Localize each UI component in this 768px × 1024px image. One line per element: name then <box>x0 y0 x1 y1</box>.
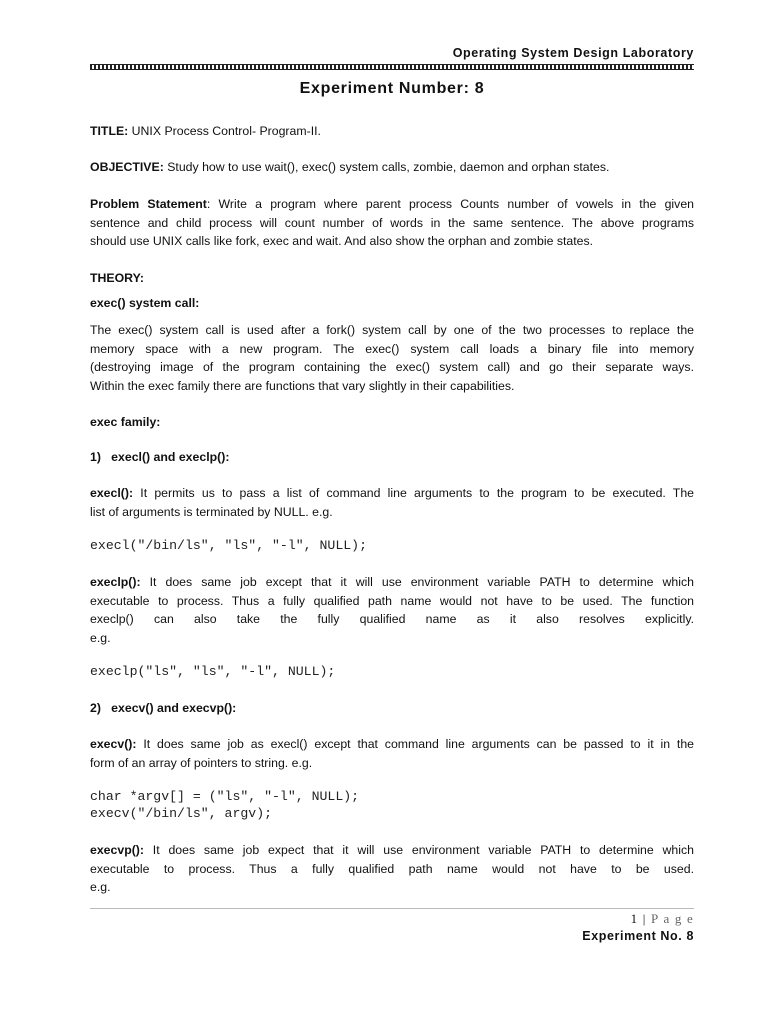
exec-family-heading: exec family: <box>90 415 161 429</box>
page-word: P a g e <box>651 911 694 926</box>
execvp-line-2: executable to process. Thus a fully qualified path name would not have to be used. <box>90 861 694 876</box>
exec-paragraph-line-4: Within the exec family there are functions that vary slightly in their capabilities. <box>90 378 515 393</box>
execlp-line-2: executable to process. Thus a fully qualified path name would not have to be used. The function <box>90 593 694 608</box>
execv-line-2: form of an array of pointers to string. e.g. <box>90 755 313 770</box>
exec-paragraph <box>90 321 694 395</box>
execl-line-2: list of arguments is terminated by NULL. e.g. <box>90 504 333 519</box>
objective-label: OBJECTIVE: <box>90 160 164 174</box>
problem-line-2: sentence and child process will count number of words in the same sentence. The above programs <box>90 215 694 230</box>
problem-label: Problem Statement <box>90 197 207 211</box>
execvp-paragraph <box>90 841 694 897</box>
section-1-heading: 1) execl() and execlp(): <box>90 450 230 464</box>
execl-label: execl(): <box>90 486 134 500</box>
page-number <box>631 911 694 927</box>
section-2-heading: 2) execv() and execvp(): <box>90 701 237 715</box>
execl-code: execl("/bin/ls", "ls", "-l", NULL); <box>90 538 367 553</box>
execv-line-1: It does same job as execl() except that command line arguments can be passed to it in the <box>136 737 694 751</box>
objective-line <box>90 158 694 177</box>
execlp-code: execlp("ls", "ls", "-l", NULL); <box>90 664 336 679</box>
footer-rule <box>90 908 694 909</box>
execlp-line-1: It does same job except that it will use environment variable PATH to determine which <box>140 575 694 589</box>
objective-text: Study how to use wait(), exec() system calls, zombie, daemon and orphan states. <box>163 160 610 174</box>
title-line <box>90 122 694 141</box>
execvp-label: execvp(): <box>90 843 144 857</box>
execvp-line-3: e.g. <box>90 880 111 894</box>
page-number-value: 1 | <box>630 911 652 926</box>
experiment-heading: Experiment Number: 8 <box>299 80 485 97</box>
execlp-label: execlp(): <box>90 575 141 589</box>
execv-code: char *argv[] = ("ls", "-l", NULL); execv("/bin/ls", argv); <box>90 789 360 821</box>
title-label: TITLE: <box>90 124 129 138</box>
execl-paragraph <box>90 484 694 521</box>
execlp-paragraph <box>90 573 694 647</box>
problem-line-1: : Write a program where parent process Counts number of vowels in the given <box>206 197 694 211</box>
header-rule <box>90 64 694 70</box>
execl-line-1: It permits us to pass a list of command line arguments to the program to be executed. The <box>133 486 694 500</box>
problem-line-3: should use UNIX calls like fork, exec and wait. And also show the orphan and zombie states. <box>90 234 594 248</box>
execlp-line-4: e.g. <box>90 630 111 645</box>
exec-paragraph-line-2: memory space with a new program. The exec() system call loads a binary file into memory <box>90 341 694 356</box>
footer-experiment: Experiment No. 8 <box>582 929 694 943</box>
execv-label: execv(): <box>90 737 137 751</box>
theory-heading: THEORY: <box>90 271 144 285</box>
problem-statement <box>90 195 694 251</box>
exec-paragraph-line-1: The exec() system call is used after a fork() system call by one of the two processes to replace the <box>90 323 694 337</box>
exec-heading: exec() system call: <box>90 296 200 310</box>
execlp-line-3: execlp() can also take the fully qualified name as it also resolves explicitly. <box>90 612 694 626</box>
execvp-line-1: It does same job expect that it will use environment variable PATH to determine which <box>144 843 694 857</box>
exec-paragraph-line-3: (destroying image of the program containing the exec() system call) and go their separate ways. <box>90 360 694 374</box>
execv-paragraph <box>90 735 694 772</box>
title-text: UNIX Process Control- Program-II. <box>128 124 321 138</box>
header-title: Operating System Design Laboratory <box>452 46 694 60</box>
